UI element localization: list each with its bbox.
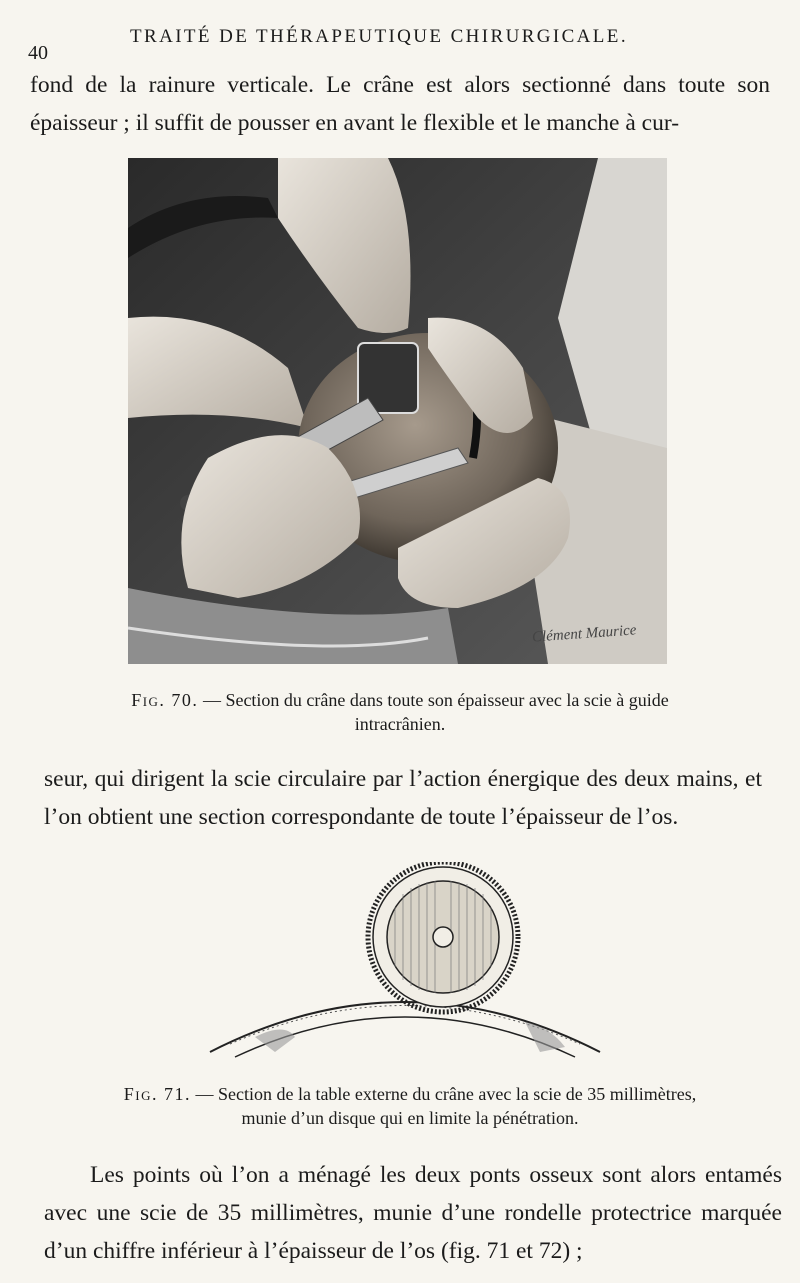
figure-71-caption (110, 1082, 710, 1130)
figure-71-illustration (205, 862, 605, 1072)
figure-71-label: Fig. 71. (123, 1084, 191, 1104)
circular-saw-drawing (205, 862, 605, 1072)
photographer-signature: Clément Maurice (531, 622, 637, 646)
running-title: TRAITÉ DE THÉRAPEUTIQUE CHIRURGICALE. (130, 26, 628, 47)
page-number: 40 (28, 42, 48, 64)
paragraph-bone-bridges: Les points où l’on a ménagé les deux ponts osseux sont alors entamés avec une scie de 35 millimètres, munie d’une rondelle protectrice marquée d’un chiffre inférieur à l’épaisseur de l’os (fig. 71 et 72) ; (44, 1162, 782, 1264)
paragraph-continued: fond de la rainure verticale. Le crâne est alors sectionné dans toute son épaisseur ; il suffit de pousser en avant le flexible et le manche à cur- (30, 72, 770, 136)
skull-section-photo-illustration (128, 158, 667, 664)
figure-71-caption-text: — Section de la table externe du crâne avec la scie de 35 millimètres, munie d’un disque qui en limite la pénétration. (190, 1084, 697, 1128)
figure-70-caption-text: — Section du crâne dans toute son épaisseur avec la scie à guide intracrânien. (198, 690, 669, 734)
figure-70-caption (100, 688, 700, 736)
figure-70-label: Fig. 70. (131, 690, 199, 710)
figure-70-photo (128, 158, 667, 664)
paragraph-saw-direction: seur, qui dirigent la scie circulaire par l’action énergique des deux mains, et l’on obtient une section correspondante de toute l’épaisseur de l’os. (44, 766, 762, 830)
